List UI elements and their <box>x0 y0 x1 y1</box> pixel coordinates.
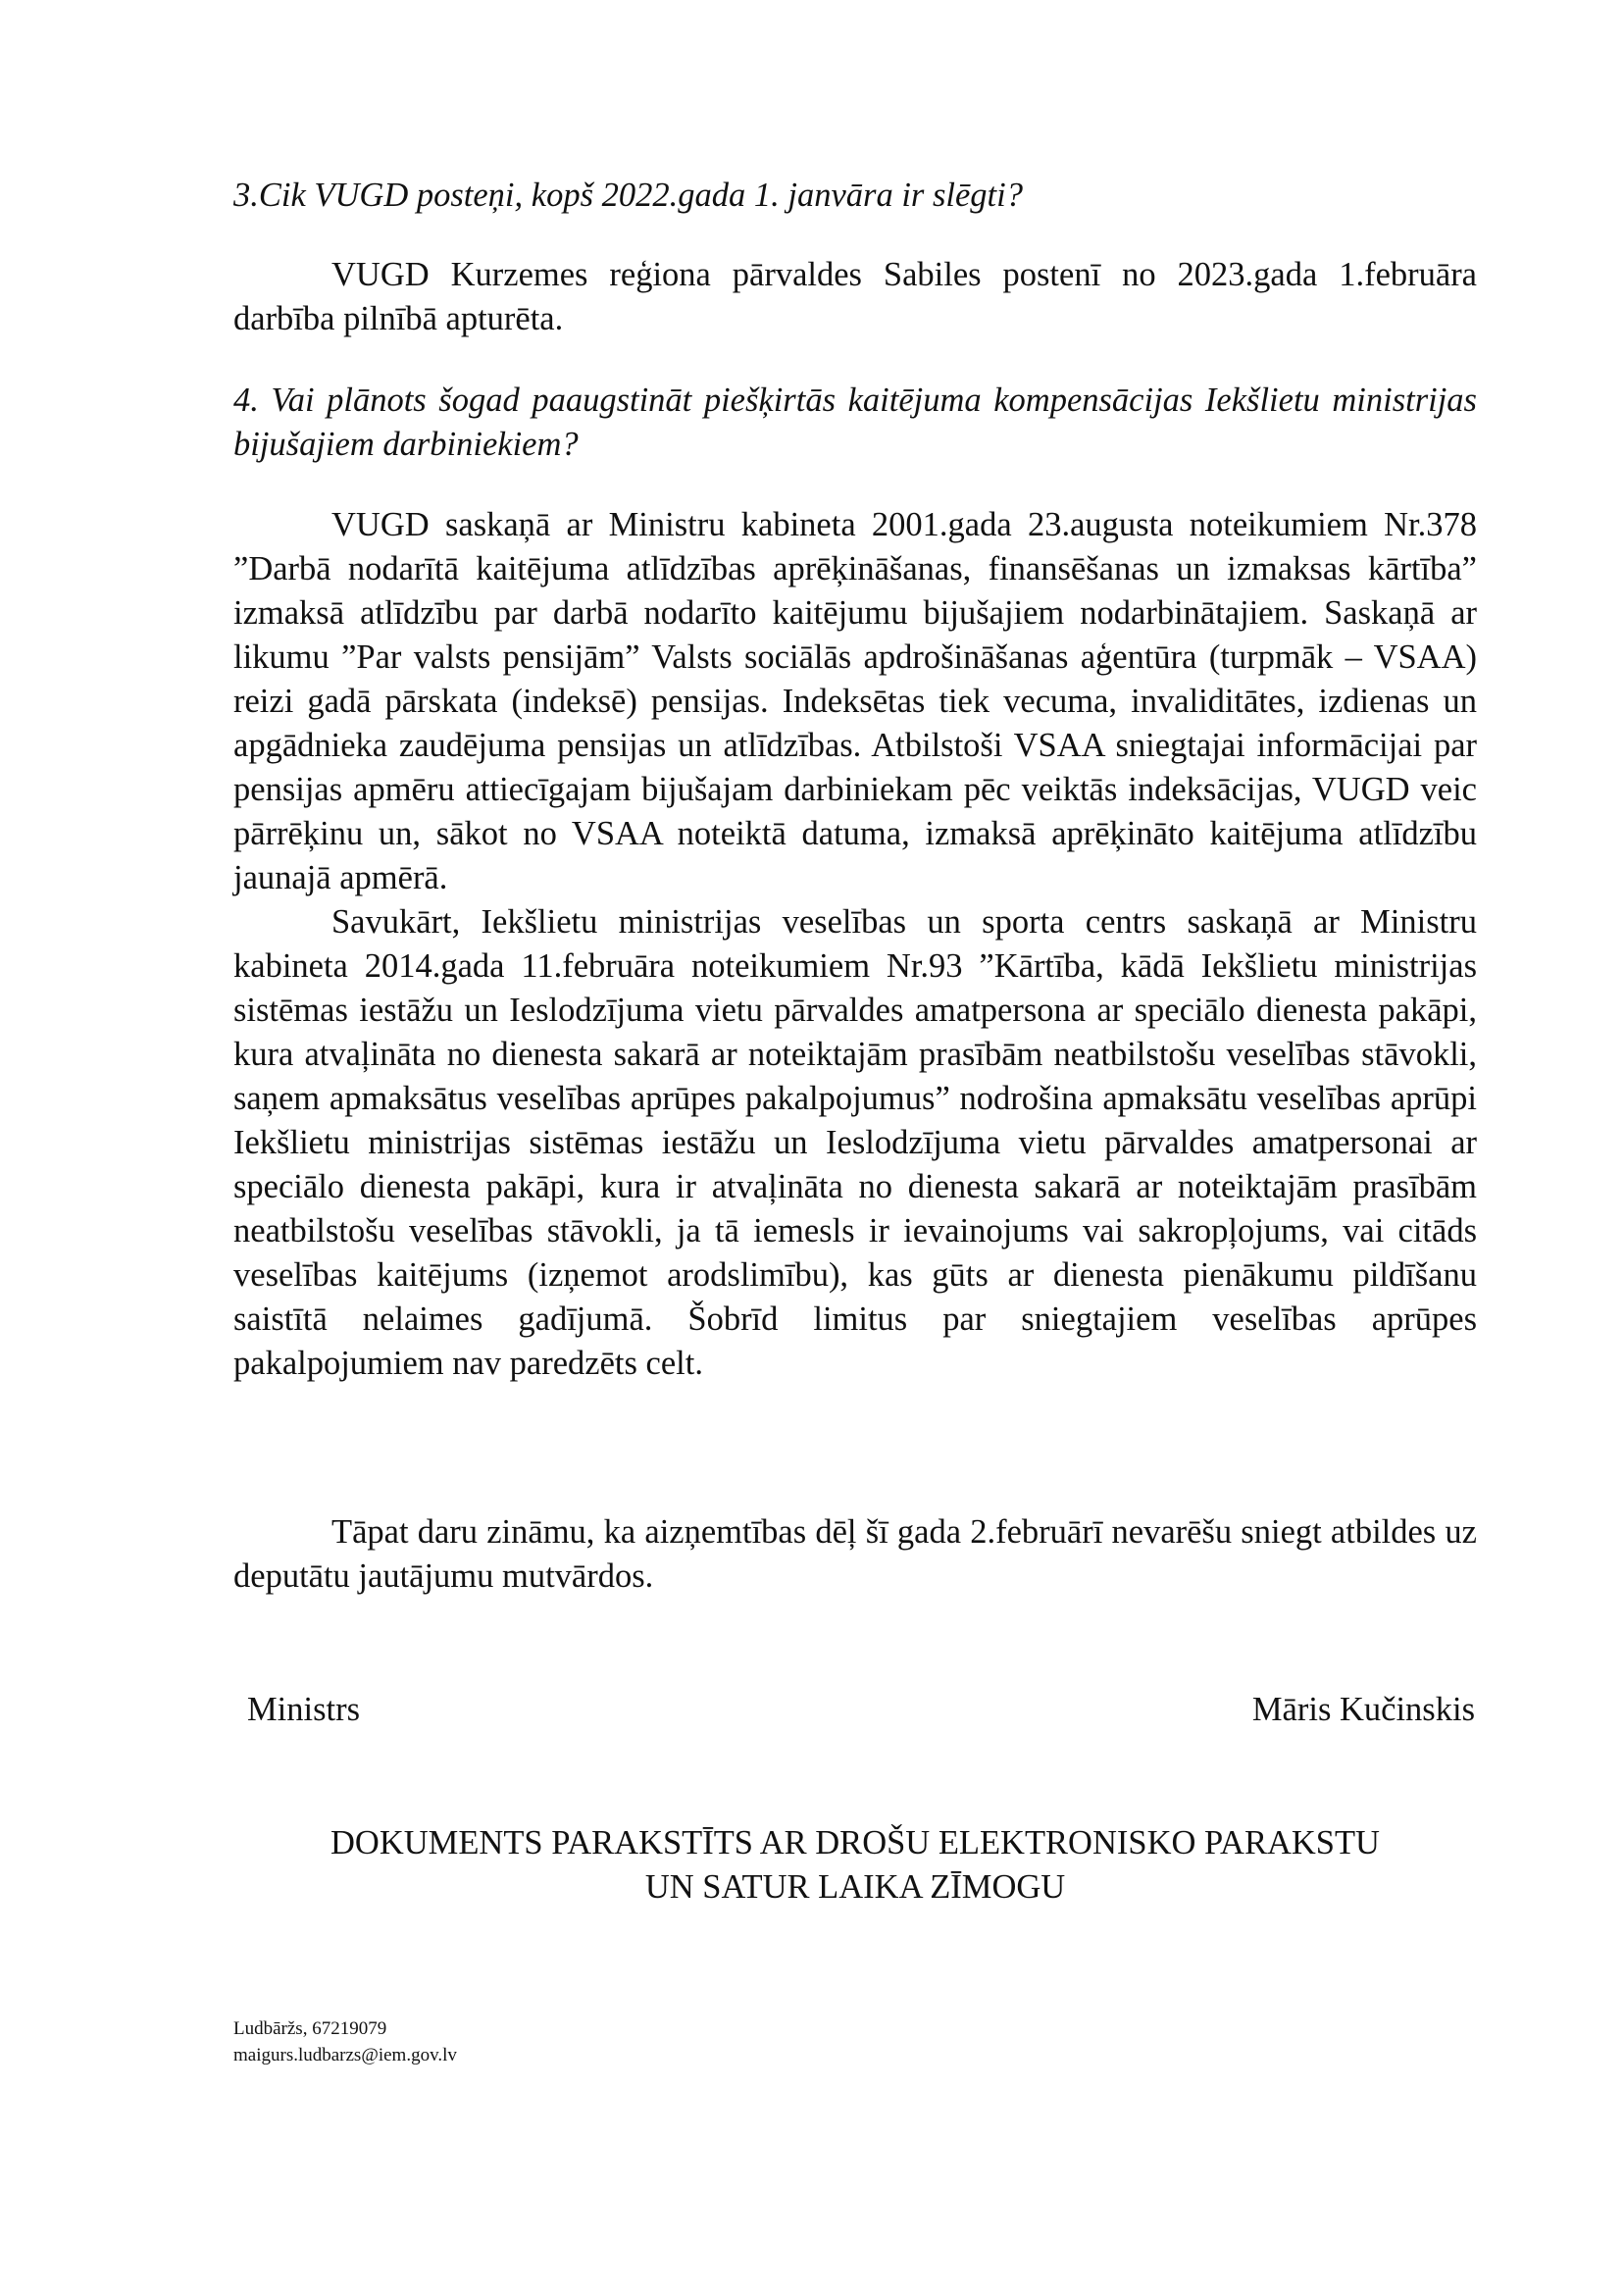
contact-email: maigurs.ludbarzs@iem.gov.lv <box>233 2045 457 2065</box>
signature-notice-line-1: DOKUMENTS PARAKSTĪTS AR DROŠU ELEKTRONISKO PARAKSTU <box>330 1824 1380 1861</box>
closing-paragraph: Tāpat daru zināmu, ka aizņemtības dēļ šī gada 2.februārī nevarēšu sniegt atbildes uz deputātu jautājumu mutvārdos. <box>233 1513 1477 1595</box>
signatory-name: Māris Kučinskis <box>1251 1691 1475 1728</box>
signatory-title: Ministrs <box>247 1691 361 1728</box>
answer-4 <box>233 503 1477 1386</box>
question-4: 4. Vai plānots šogad paaugstināt piešķirtās kaitējuma kompensācijas Iekšlietu ministrijas bijušajiem darbiniekiem? <box>233 382 1477 463</box>
author-contact <box>233 2015 457 2068</box>
contact-name-phone: Ludbāržs, 67219079 <box>233 2018 387 2039</box>
answer-4-paragraph-2: Savukārt, Iekšlietu ministrijas veselības un sporta centrs saskaņā ar Ministru kabineta 2014.gada 11.februāra noteikumiem Nr.93 ”Kārtība, kādā Iekšlietu ministrijas sistēmas iestāžu un Ieslodzījuma vietu pārvaldes amatpersona ar speciālo dienesta pakāpi, kura atvaļināta no dienesta sakarā ar noteiktajām prasībām neatbilstošu veselības stāvokli, saņem apmaksātus veselības aprūpes pakalpojumus” nodrošina apmaksātu veselības aprūpi Iekšlietu ministrijas sistēmas iestāžu un Ieslodzījuma vietu pārvaldes amatpersonai ar speciālo dienesta pakāpi, kura ir atvaļināta no dienesta sakarā ar noteiktajām prasībām neatbilstošu veselības stāvokli, ja tā iemesls ir ievainojums vai sakropļojums, vai citāds veselības kaitējums (izņemot arodslimību), kas gūts ar dienesta pienākumu pildīšanu saistītā nelaimes gadījumā. Šobrīd limitus par sniegtajiem veselības aprūpes pakalpojumiem nav paredzēts celt. <box>233 903 1477 1382</box>
answer-4-paragraph-1: VUGD saskaņā ar Ministru kabineta 2001.gada 23.augusta noteikumiem Nr.378 ”Darbā nodarītā kaitējuma atlīdzības aprēķināšanas, finansēšanas un izmaksas kārtība” izmaksā atlīdzību par darbā nodarīto kaitējumu bijušajiem nodarbinātajiem. Saskaņā ar likumu ”Par valsts pensijām” Valsts sociālās apdrošināšanas aģentūra (turpmāk – VSAA) reizi gadā pārskata (indeksē) pensijas. Indeksētas tiek vecuma, invaliditātes, izdienas un apgādnieka zaudējuma pensijas un atlīdzības. Atbilstoši VSAA sniegtajai informācijai par pensijas apmēru attiecīgajam bijušajam darbiniekam pēc veiktās indeksācijas, VUGD veic pārrēķinu un, sākot no VSAA noteiktā datuma, izmaksā aprēķināto kaitējuma atlīdzību jaunajā apmērā. <box>233 506 1477 896</box>
answer-3: VUGD Kurzemes reģiona pārvaldes Sabiles postenī no 2023.gada 1.februāra darbība pilnībā apturēta. <box>233 256 1477 337</box>
electronic-signature-notice <box>233 1821 1477 1910</box>
question-3: 3.Cik VUGD posteņi, kopš 2022.gada 1. janvāra ir slēgti? <box>233 177 1023 214</box>
signature-notice-line-2: UN SATUR LAIKA ZĪMOGU <box>644 1868 1066 1906</box>
